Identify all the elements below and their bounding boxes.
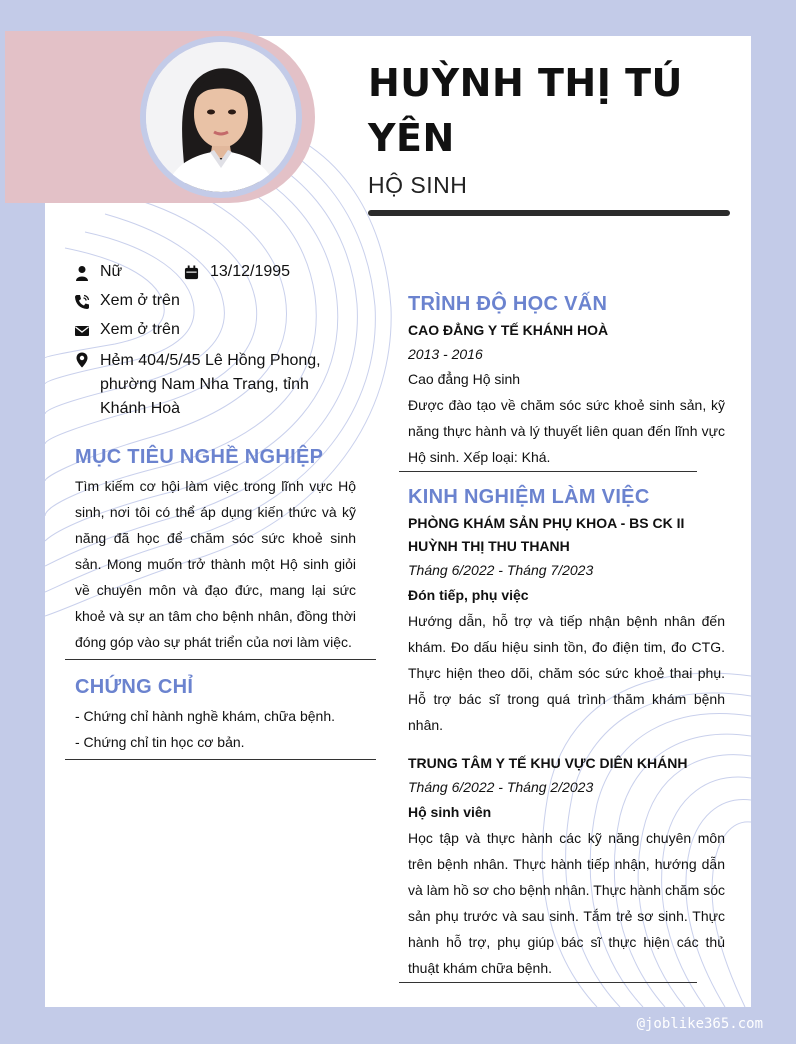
certificates-divider: [65, 759, 376, 760]
education-title: TRÌNH ĐỘ HỌC VẤN: [408, 293, 608, 315]
job-description: Hướng dẫn, hỗ trợ và tiếp nhận bệnh nhân đến khám. Đo dấu hiệu sinh tồn, đo điện tim, đo CTG. Thực hiện theo dõi, chăm sóc sức khoẻ thai phụ. Hỗ trợ bác sĩ trong quá trình thăm khám bệnh nhân.: [408, 613, 725, 733]
mail-icon: [74, 323, 90, 339]
job-position: Hộ sinh viên: [408, 804, 492, 820]
education-school: CAO ĐẲNG Y TẾ KHÁNH HOÀ: [408, 322, 609, 338]
contact-address: Hẻm 404/5/45 Lê Hồng Phong, phường Nam Nha Trang, tỉnh Khánh Hoà: [100, 352, 321, 417]
education-description: Được đào tạo về chăm sóc sức khoẻ sinh sản, kỹ năng thực hành và lý thuyết liên quan đến lĩnh vực Hộ sinh. Xếp loại: Khá.: [408, 397, 725, 465]
location-pin-icon: [74, 352, 90, 368]
certificate-item: - Chứng chỉ tin học cơ bản.: [75, 734, 245, 750]
objective-divider: [65, 659, 376, 660]
job-title: HỘ SINH: [368, 172, 468, 198]
job-dates: Tháng 6/2022 - Tháng 7/2023: [408, 562, 594, 578]
phone-icon: [74, 294, 90, 310]
objective-title: MỤC TIÊU NGHỀ NGHIỆP: [75, 446, 324, 468]
avatar: [146, 42, 296, 192]
job-org: TRUNG TÂM Y TẾ KHU VỰC DIÊN KHÁNH: [408, 755, 688, 771]
watermark: @joblike365.com: [636, 1016, 763, 1032]
candidate-name: HUỲNH THỊ TÚ YÊN: [368, 61, 683, 160]
job-position: Đón tiếp, phụ việc: [408, 587, 529, 603]
job-org: PHÒNG KHÁM SẢN PHỤ KHOA - BS CK II HUỲNH THỊ THU THANH: [408, 515, 685, 554]
education-degree: Cao đẳng Hộ sinh: [408, 371, 521, 387]
education-divider: [399, 471, 697, 472]
header-divider: [368, 210, 730, 216]
experience-divider: [399, 982, 697, 983]
experience-title: KINH NGHIỆM LÀM VIỆC: [408, 486, 650, 508]
certificates-title: CHỨNG CHỈ: [75, 676, 194, 698]
user-icon: [74, 265, 90, 281]
objective-text: Tìm kiếm cơ hội làm việc trong lĩnh vực Hộ sinh, nơi tôi có thể áp dụng kiến thức và kỹ năng đã học để chăm sóc sức khoẻ sinh sản. Mong muốn trở thành một Hộ sinh giỏi về chuyên môn và đạo đức, mang lại sức khoẻ và sự an tâm cho bệnh nhân, đồng thời đóng góp vào sự phát triển của nơi làm việc.: [75, 478, 356, 650]
calendar-icon: [184, 265, 200, 281]
job-dates: Tháng 6/2022 - Tháng 2/2023: [408, 779, 594, 795]
education-dates: 2013 - 2016: [408, 346, 483, 362]
job-description: Học tập và thực hành các kỹ năng chuyên môn trên bệnh nhân. Thực hành tiếp nhận, hướng dẫn và làm hồ sơ cho bệnh nhân. Thực hành chăm sóc sản phụ trước và sau sinh. Tắm trẻ sơ sinh. Thực hành hỗ trợ, phụ giúp bác sĩ thực hiện các thủ thuật khám chữa bệnh.: [408, 830, 725, 976]
certificate-item: - Chứng chỉ hành nghề khám, chữa bệnh.: [75, 708, 336, 724]
